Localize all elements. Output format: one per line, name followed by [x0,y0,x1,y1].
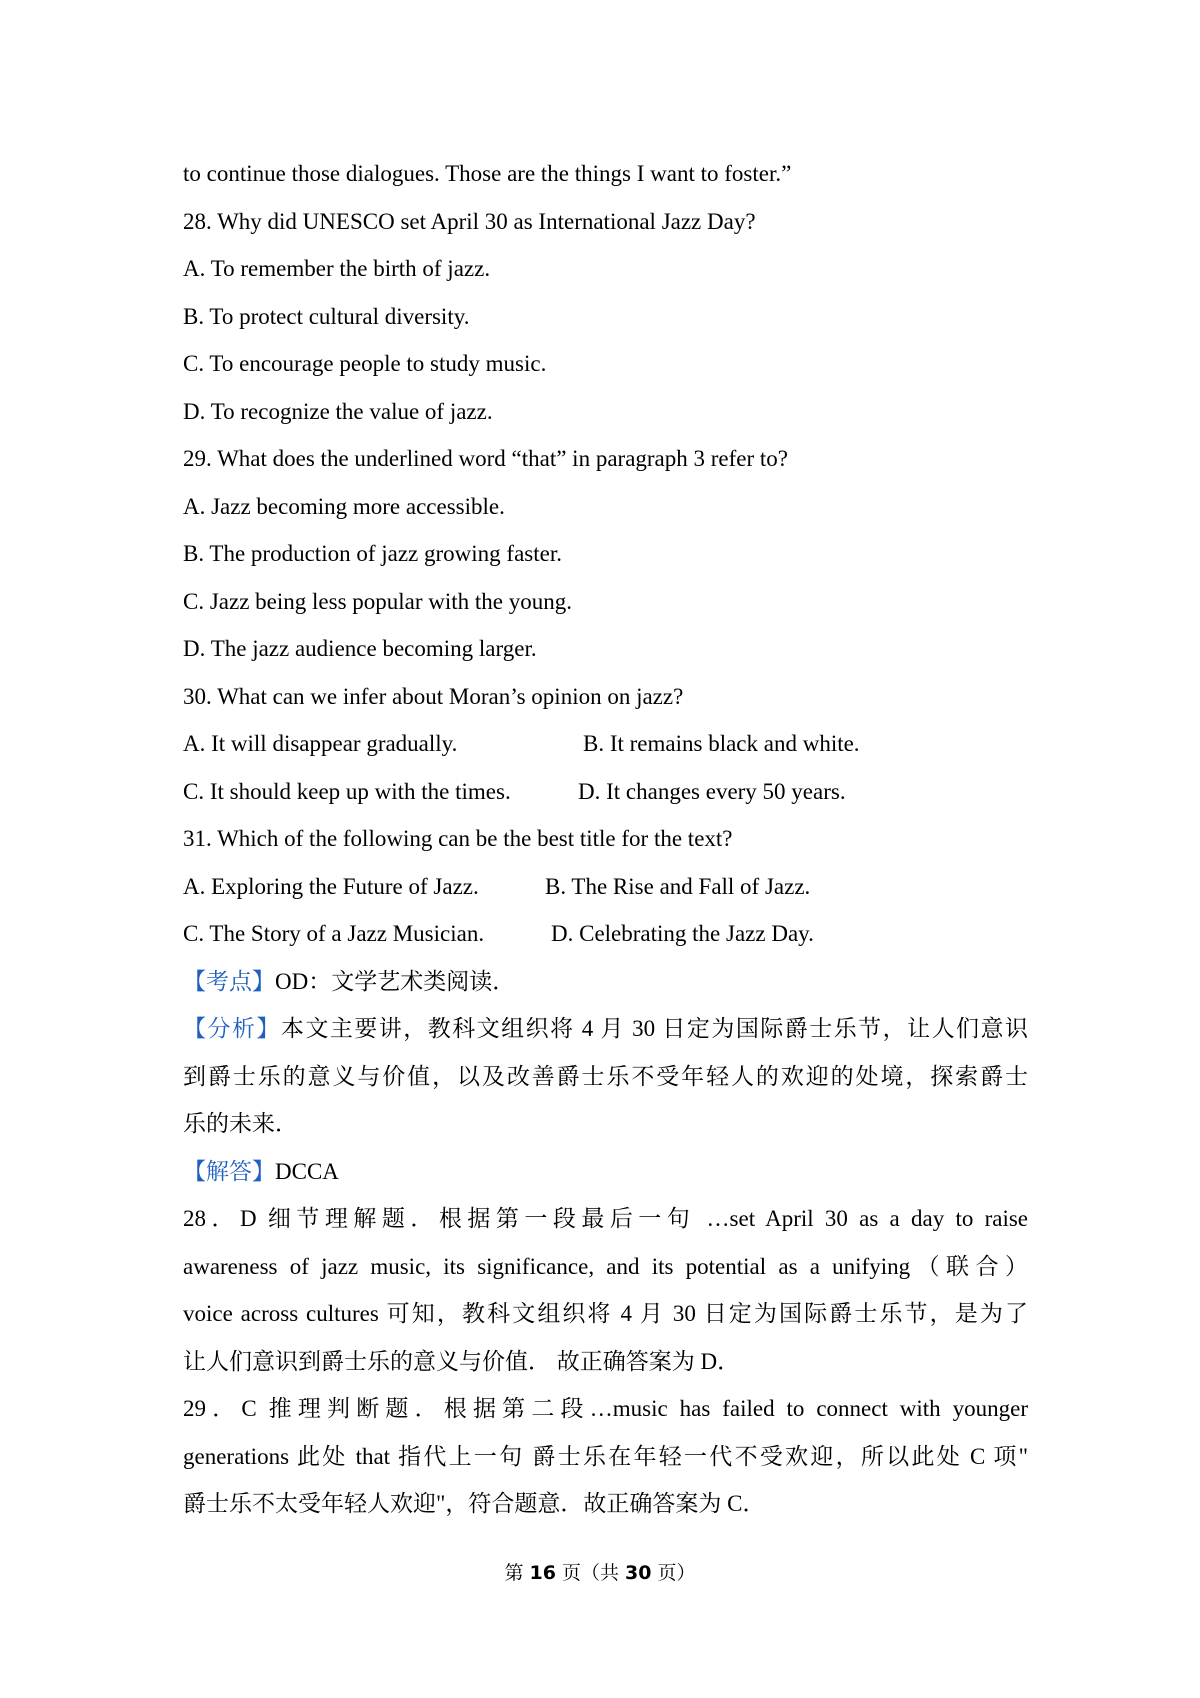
question-31-options-row-2 [183,910,1028,958]
question-28-option-a: A. To remember the birth of jazz. [183,256,491,281]
page-content [183,150,1028,1528]
explanation-29-line-2: generations 此处 that 指代上一句 爵士乐在年轻一代不受欢迎，所以此处 C 项" [183,1443,1028,1469]
question-31-options-row-1 [183,863,1028,911]
jieda-label: 【解答】 [183,1158,275,1184]
explanation-28-line-2: awareness of jazz music, its significance, and its potential as a unifying（联合） [183,1253,1028,1279]
question-29-option-d: D. The jazz audience becoming larger. [183,636,537,661]
page-footer [0,1558,1200,1585]
kaodian-section [183,958,1028,1006]
footer-suffix: 页） [651,1562,696,1584]
fenxi-text-1: 本文主要讲，教科文组织将 4 月 30 日定为国际爵士乐节，让人们意识 [280,1016,1028,1041]
question-30-option-c: C. It should keep up with the times. [183,778,511,804]
footer-page-number: 16 [529,1562,556,1584]
question-31-option-c: C. The Story of a Jazz Musician. [183,921,485,946]
kaodian-label: 【考点】 [183,968,275,994]
question-30-option-a: A. It will disappear gradually. [183,731,458,756]
question-29-option-b: B. The production of jazz growing faster. [183,541,562,566]
intro-line: to continue those dialogues. Those are the things I want to foster.” [183,161,792,186]
question-30-option-d: D. It changes every 50 years. [578,778,846,804]
jieda-text: DCCA [275,1158,339,1184]
question-29-stem: 29. What does the underlined word “that” in paragraph 3 refer to? [183,446,789,471]
question-31-option-b: B. The Rise and Fall of Jazz. [545,873,811,899]
explanation-28-line-1: 28．D 细节理解题．根据第一段最后一句 …set April 30 as a day to raise [183,1206,1028,1231]
explanation-28-line-4: 让人们意识到爵士乐的意义与价值． 故正确答案为 D． [183,1348,741,1374]
footer-prefix: 第 [504,1562,530,1584]
footer-middle: 页（共 [555,1562,626,1584]
question-30-stem: 30. What can we infer about Moran’s opinion on jazz? [183,683,684,709]
question-30-options-row-2 [183,768,1028,816]
question-28-stem: 28. Why did UNESCO set April 30 as International Jazz Day? [183,208,756,234]
footer-total-pages: 30 [625,1562,652,1584]
fenxi-line-2: 到爵士乐的意义与价值，以及改善爵士乐不受年轻人的欢迎的处境，探索爵士 [183,1063,1028,1089]
kaodian-text: OD：文学艺术类阅读． [275,968,516,994]
question-28-option-d: D. To recognize the value of jazz. [183,398,493,424]
question-29-option-a: A. Jazz becoming more accessible. [183,493,505,519]
question-30-options-row-1 [183,720,1028,768]
question-31-stem: 31. Which of the following can be the best title for the text? [183,826,733,851]
question-31-option-d: D. Celebrating the Jazz Day. [551,921,814,946]
question-28-option-c: C. To encourage people to study music. [183,351,547,376]
fenxi-label: 【分析】 [183,1016,281,1041]
explanation-29-line-1: 29．C 推理判断题．根据第二段…music has failed to connect with younger [183,1396,1028,1421]
question-30-option-b: B. It remains black and white. [583,731,860,756]
explanation-29-line-3: 爵士乐不太受年轻人欢迎"，符合题意．故正确答案为 C． [183,1491,766,1516]
question-31-option-a: A. Exploring the Future of Jazz. [183,873,479,899]
question-29-option-c: C. Jazz being less popular with the young. [183,588,573,614]
jieda-section [183,1148,1028,1196]
fenxi-line-3: 乐的未来． [183,1111,298,1136]
explanation-28-line-3: voice across cultures 可知，教科文组织将 4 月 30 日定为国际爵士乐节，是为了 [183,1301,1028,1326]
fenxi-line-1 [183,1005,1028,1053]
question-28-option-b: B. To protect cultural diversity. [183,303,470,329]
